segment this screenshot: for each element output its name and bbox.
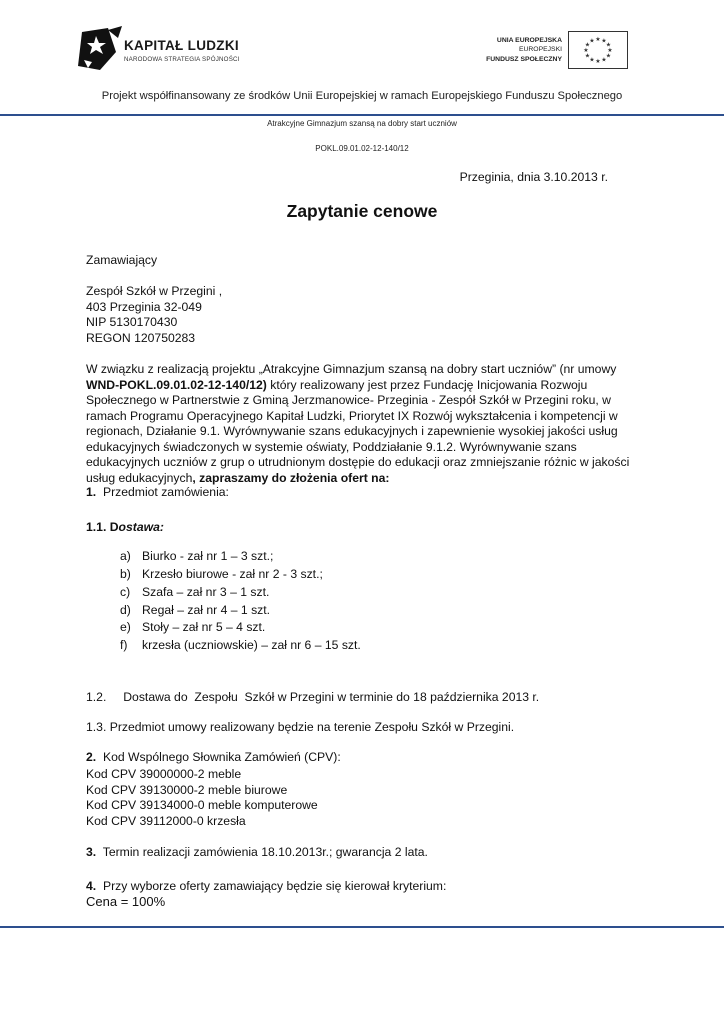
svg-text:★: ★ <box>584 52 591 60</box>
list-item-label: d) <box>120 603 131 617</box>
list-item-label: f) <box>120 638 128 652</box>
eu-line-3: FUNDUSZ SPOŁECZNY <box>486 55 562 63</box>
section-3-text: Termin realizacji zamówienia 18.10.2013r.; gwarancja 2 lata. <box>102 845 428 859</box>
intro-text-2: który realizowany jest przez Fundację Inicjowania Rozwoju Społecznego w Partnerstwie z Gminą Jerzmanowice- Przeginia - Zespół Szkół w Przegini roku, w ramach Programu Operacyjnego Kapitał Ludzki, Priorytet IX Rozwój wykształcenia i kompetencji w regionach, Działanie 9.1. Wyrównywanie szans edukacyjnych i zapewnienie wysokiej jakości usług edukacyjnych świadczonych w systemie oświaty, Poddziałanie 9.1.2. Wyrównywanie szans edukacyjnych uczniów z grup o utrudnionym dostępie do edukacji oraz zmniejszanie różnic w jakości usług edukacyjnych <box>86 377 630 485</box>
eu-flag-icon <box>568 31 628 69</box>
orderer-block <box>86 284 222 346</box>
svg-text:★: ★ <box>589 56 595 64</box>
list-item <box>120 549 273 565</box>
list-item-text: Krzesło biurowe - zał nr 2 - 3 szt.; <box>142 567 323 581</box>
list-item-text: Szafa – zał nr 3 – 1 szt. <box>142 585 270 599</box>
orderer-nip: NIP 5130170430 <box>86 315 178 329</box>
cpv-list <box>86 767 318 829</box>
cpv-code: Kod CPV 39130000-2 meble biurowe <box>86 782 288 797</box>
list-item-text: Stoły – zał nr 5 – 4 szt. <box>142 620 266 634</box>
svg-text:★: ★ <box>607 47 613 54</box>
svg-text:★: ★ <box>605 52 612 60</box>
section-3 <box>86 845 428 861</box>
section-1-heading <box>86 485 229 501</box>
orderer-name: Zespół Szkół w Przegini , <box>86 284 223 298</box>
footer-divider <box>0 926 724 928</box>
list-item-text: Regał – zał nr 4 – 1 szt. <box>142 603 271 617</box>
section-2-number: 2. <box>86 750 97 764</box>
list-item-label: c) <box>120 585 131 599</box>
intro-text-1: W związku z realizacją projektu „Atrakcyjne Gimnazjum szansą na dobry start uczniów” (nr umowy <box>86 362 617 376</box>
logo-title: KAPITAŁ LUDZKI <box>124 38 239 53</box>
svg-text:★: ★ <box>595 36 601 43</box>
svg-text:★: ★ <box>601 37 607 45</box>
project-name: Atrakcyjne Gimnazjum szansą na dobry start uczniów <box>267 119 457 128</box>
list-item <box>120 585 269 601</box>
svg-text:★: ★ <box>605 41 612 49</box>
logo-subtitle: NARODOWA STRATEGIA SPÓJNOŚCI <box>124 56 240 63</box>
section-1-3: 1.3. Przedmiot umowy realizowany będzie na terenie Zespołu Szkół w Przegini. <box>86 720 515 734</box>
cpv-code: Kod CPV 39000000-2 meble <box>86 767 242 781</box>
section-4 <box>86 879 446 895</box>
list-item <box>120 603 270 619</box>
svg-text:★: ★ <box>595 58 601 65</box>
svg-text:★: ★ <box>583 47 589 54</box>
section-4-text: Przy wyborze oferty zamawiający będzie się kierował kryterium: <box>102 879 447 893</box>
section-1-text: Przedmiot zamówienia: <box>102 485 229 499</box>
section-2-heading <box>86 750 341 766</box>
project-code: POKL.09.01.02-12-140/12 <box>315 144 409 153</box>
list-item-text: krzesła (uczniowskie) – zał nr 6 – 15 szt. <box>142 638 361 652</box>
orderer-regon: REGON 120750283 <box>86 330 196 345</box>
list-item-label: e) <box>120 620 131 634</box>
svg-text:★: ★ <box>601 56 607 64</box>
intro-invitation: , zapraszamy do złożenia ofert na: <box>192 470 390 485</box>
section-1-1-number: 1.1. D <box>86 520 119 534</box>
eu-line-2: EUROPEJSKI <box>518 46 562 54</box>
list-item <box>120 620 265 636</box>
section-1-1-heading <box>86 520 164 536</box>
header-divider <box>0 114 724 116</box>
cpv-code: Kod CPV 39134000-0 meble komputerowe <box>86 798 318 812</box>
eu-line-1: UNIA EUROPEJSKA <box>496 37 562 44</box>
svg-text:★: ★ <box>584 41 591 49</box>
intro-paragraph <box>86 362 641 486</box>
svg-text:★: ★ <box>589 37 595 45</box>
section-4-number: 4. <box>86 879 97 893</box>
eu-logo-text <box>470 36 562 64</box>
intro-contract-number: WND-POKL.09.01.02-12-140/12) <box>86 377 267 392</box>
section-3-number: 3. <box>86 845 97 859</box>
section-1-number: 1. <box>86 485 97 499</box>
section-1-2: 1.2. Dostawa do Zespołu Szkół w Przegini w terminie do 18 października 2013 r. <box>86 690 540 704</box>
kapital-ludzki-logo-icon <box>78 24 126 74</box>
section-1-1-text: ostawa: <box>118 520 164 534</box>
cpv-code: Kod CPV 39112000-0 krzesła <box>86 813 246 828</box>
section-2-text: Kod Wspólnego Słownika Zamówień (CPV): <box>102 750 341 764</box>
date-line: Przeginia, dnia 3.10.2013 r. <box>459 170 608 184</box>
list-item-label: b) <box>120 567 131 581</box>
cofinance-note: Projekt współfinansowany ze środków Unii Europejskiej w ramach Europejskiego Funduszu Społecznego <box>101 90 623 102</box>
list-item-label: a) <box>120 549 131 563</box>
list-item <box>120 638 361 654</box>
list-item-text: Biurko - zał nr 1 – 3 szt.; <box>142 549 274 563</box>
criterion: Cena = 100% <box>86 894 166 909</box>
page-title: Zapytanie cenowe <box>286 201 438 221</box>
orderer-address: 403 Przeginia 32-049 <box>86 299 202 314</box>
list-item <box>120 567 323 583</box>
orderer-label: Zamawiający <box>86 253 158 267</box>
